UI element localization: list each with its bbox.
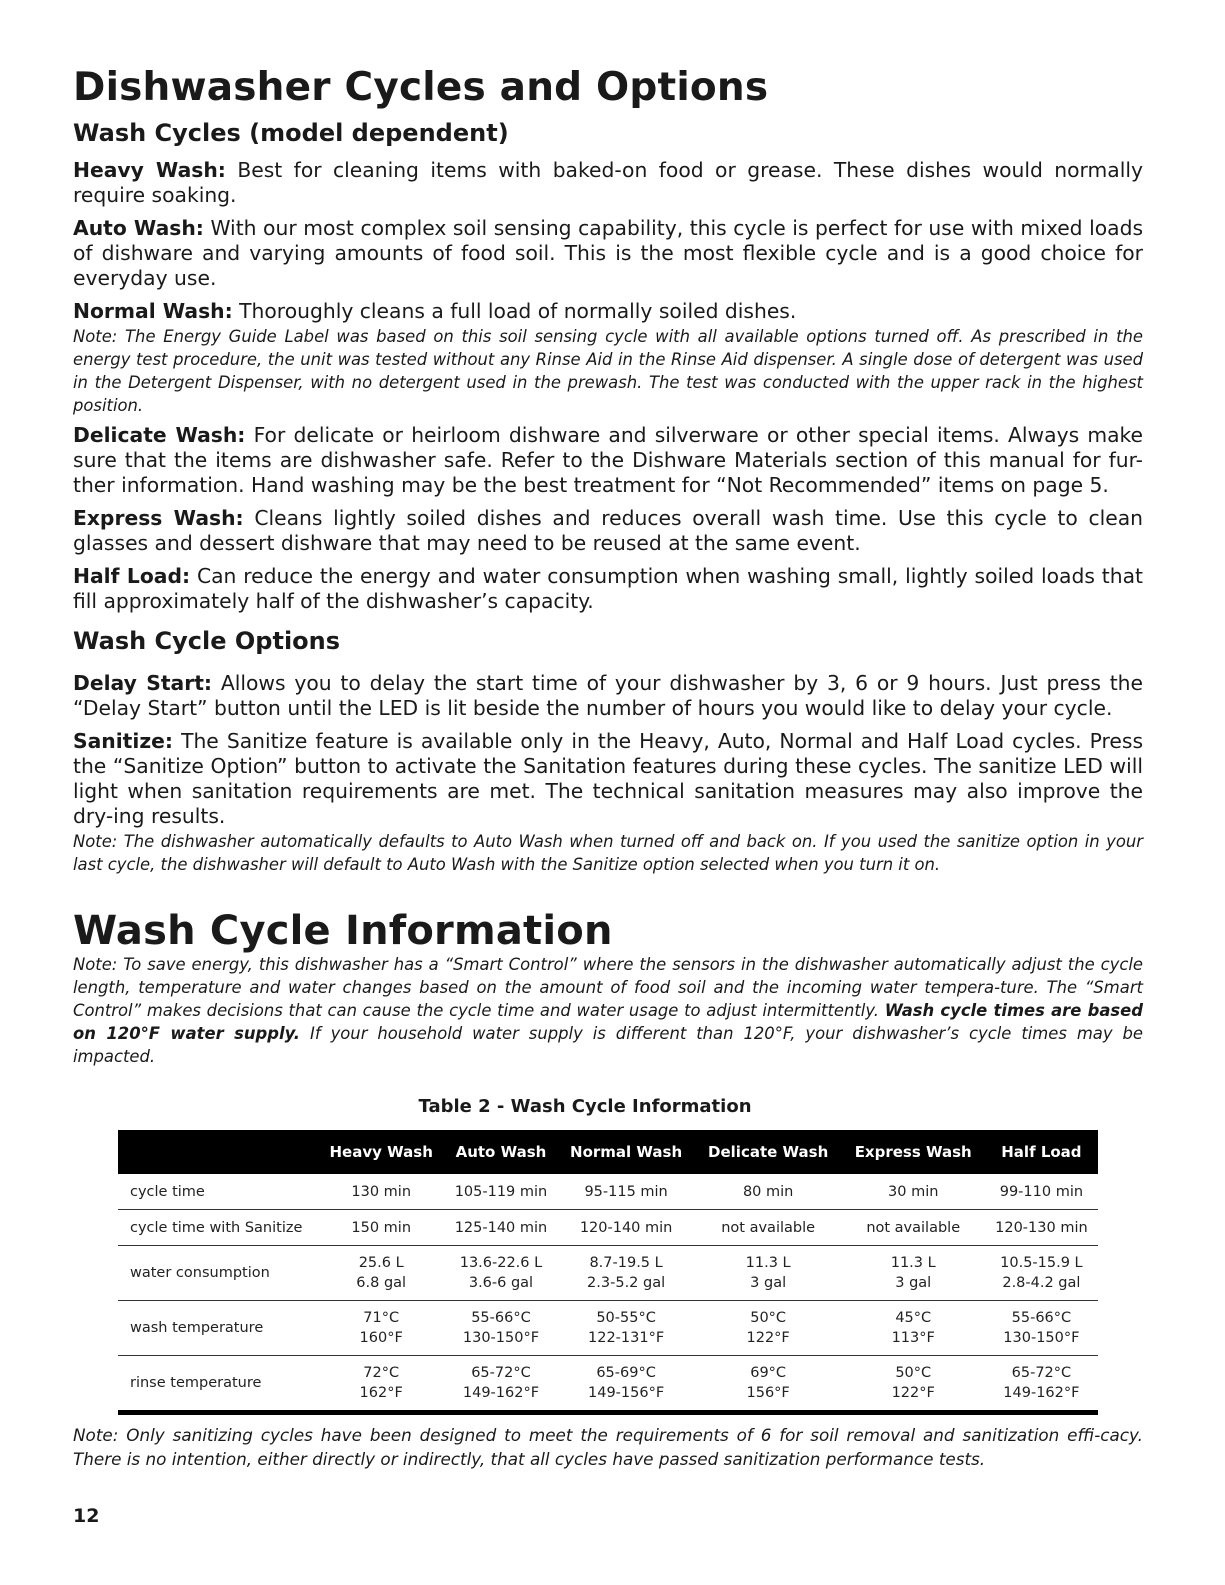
sanitize-paragraph — [73, 729, 1143, 829]
cell-value: 50°C — [895, 1365, 932, 1381]
normal-wash-text: Thoroughly cleans a full load of normally soiled dishes. — [239, 299, 797, 323]
cell-value: 55-66°C — [471, 1310, 531, 1326]
table-cell — [444, 1174, 557, 1210]
table-cell — [444, 1356, 557, 1413]
table-cell — [985, 1356, 1098, 1413]
cell-value: 95-115 min — [584, 1183, 668, 1200]
cell-value: not available — [866, 1219, 961, 1236]
cell-value: 25.6 L — [358, 1255, 404, 1271]
table-row — [118, 1356, 1098, 1413]
cell-value: 6.8 gal — [356, 1275, 407, 1291]
table-cell — [695, 1174, 842, 1210]
table-cell — [985, 1246, 1098, 1301]
cell-value: 3.6-6 gal — [468, 1275, 534, 1291]
table-header-normal-wash: Normal Wash — [558, 1130, 695, 1174]
cell-value: 149-156°F — [588, 1385, 665, 1401]
table-cell — [985, 1210, 1098, 1246]
cell-value: 65-72°C — [1011, 1365, 1072, 1381]
table-cell — [695, 1210, 842, 1246]
cell-value: 72°C — [363, 1365, 400, 1381]
cell-value: 122°F — [891, 1385, 935, 1401]
delicate-wash-text: For delicate or heirloom dishware and silverware or other special items. Always make sure that the items are dishwasher safe. Refer to the Dishware Materials section of this manual for fur-ther information. Hand washing may be the best treatment for “Not Recommended” items on page 5. — [73, 423, 1143, 497]
cell-value: 69°C — [750, 1365, 787, 1381]
cell-value: 45°C — [895, 1310, 932, 1326]
cell-value: 125-140 min — [454, 1219, 548, 1236]
wash-cycle-table — [118, 1130, 1098, 1415]
cell-value: 30 min — [888, 1183, 939, 1200]
table-row — [118, 1174, 1098, 1210]
cell-value: 120-140 min — [579, 1219, 673, 1236]
delay-start-paragraph — [73, 671, 1143, 721]
wash-cycle-information-title: Wash Cycle Information — [73, 908, 613, 954]
page-title: Dishwasher Cycles and Options — [73, 65, 769, 110]
row-label: cycle time — [118, 1174, 318, 1210]
auto-wash-text: With our most complex soil sensing capability, this cycle is perfect for use with mixed loads of dishware and varying amounts of food soil. This is the most flexible cycle and is a good choice for everyday use. — [73, 216, 1144, 290]
table-cell — [695, 1356, 842, 1413]
water-supply-emphasis: Wash cycle times are based on 120°F water supply. — [73, 1001, 1143, 1043]
half-load-text: Can reduce the energy and water consumption when washing small, lightly soiled loads that fill approximately half of the dishwasher’s capacity. — [73, 564, 1143, 613]
normal-wash-paragraph — [73, 299, 1143, 324]
energy-guide-note-text: Note: The Energy Guide Label was based on this soil sensing cycle with all available options turned off. As prescribed in the energy test procedure, the unit was tested without any Rinse Aid in the Rinse Aid dispenser. A single dose of detergent was used in the Detergent Dispenser, with no detergent used in the prewash. The test was conducted with the upper rack in the highest position. — [73, 327, 1143, 415]
cell-value: 8.7-19.5 L — [589, 1255, 663, 1271]
table-cell — [444, 1246, 557, 1301]
cell-value: 10.5-15.9 L — [1000, 1255, 1083, 1271]
heavy-wash-text: Best for cleaning items with baked-on food or grease. These dishes would normally require soaking. — [73, 158, 1143, 207]
table-cell — [318, 1210, 444, 1246]
table-row — [118, 1210, 1098, 1246]
cell-value: 122°F — [746, 1330, 790, 1346]
table-cell — [985, 1301, 1098, 1356]
table-cell — [985, 1174, 1098, 1210]
page-number: 12 — [73, 1505, 100, 1527]
smart-control-note-end: If your household water supply is different than 120°F, your dishwasher’s cycle times may be impacted. — [73, 1024, 1143, 1066]
row-label: cycle time with Sanitize — [118, 1210, 318, 1246]
table-cell — [558, 1174, 695, 1210]
heavy-wash-term: Heavy Wash: — [73, 158, 226, 182]
cell-value: 2.3-5.2 gal — [587, 1275, 666, 1291]
table-cell — [842, 1301, 985, 1356]
cell-value: 3 gal — [750, 1275, 787, 1291]
smart-control-note — [73, 953, 1143, 1068]
wash-cycle-options-heading: Wash Cycle Options — [73, 627, 341, 655]
express-wash-paragraph — [73, 506, 1143, 556]
smart-control-note-start: Note: To save energy, this dishwasher has a “Smart Control” where the sensors in the dishwasher automatically adjust the cycle length, temperature and water changes based on the amount of food soil and the incoming water tempera-ture. The “Smart Control” makes decisions that can cause the cycle time and water usage to adjust intermittently. — [73, 955, 1143, 1020]
table-header-half-load: Half Load — [985, 1130, 1098, 1174]
table-cell — [444, 1210, 557, 1246]
table-cell — [842, 1246, 985, 1301]
normal-wash-term: Normal Wash: — [73, 299, 233, 323]
table-header-blank — [118, 1130, 318, 1174]
sanitize-term: Sanitize: — [73, 729, 174, 753]
table-header-express-wash: Express Wash — [842, 1130, 985, 1174]
table-cell — [842, 1174, 985, 1210]
cell-value: 113°F — [891, 1330, 935, 1346]
table-cell — [558, 1246, 695, 1301]
cell-value: 120-130 min — [995, 1219, 1088, 1236]
table-cell — [695, 1301, 842, 1356]
cell-value: 3 gal — [895, 1275, 932, 1291]
cell-value: 162°F — [359, 1385, 403, 1401]
sanitization-footnote-text: Note: Only sanitizing cycles have been designed to meet the requirements of 6 for soil removal and sanitization effi-cacy. There is no intention, either directly or indirectly, that all cycles have passed sanitization performance tests. — [73, 1425, 1143, 1469]
table-cell — [695, 1246, 842, 1301]
table-header-auto-wash: Auto Wash — [444, 1130, 557, 1174]
table-cell — [558, 1210, 695, 1246]
cell-value: 130-150°F — [462, 1330, 540, 1346]
delay-start-term: Delay Start: — [73, 671, 213, 695]
table-cell — [318, 1301, 444, 1356]
cell-value: 55-66°C — [1011, 1310, 1072, 1326]
table-header-delicate-wash: Delicate Wash — [695, 1130, 842, 1174]
wash-cycles-heading: Wash Cycles (model dependent) — [73, 119, 509, 147]
table-cell — [558, 1356, 695, 1413]
sanitize-text: The Sanitize feature is available only in the Heavy, Auto, Normal and Half Load cycles. Press the “Sanitize Option” button to activate the Sanitation features during these cycles. The sanitize LED will light when sanitation requirements are met. The technical sanitation measures may also improve the dry-ing results. — [73, 729, 1144, 828]
row-label: wash temperature — [118, 1301, 318, 1356]
table-cell — [318, 1174, 444, 1210]
express-wash-text: Cleans lightly soiled dishes and reduces overall wash time. Use this cycle to clean glasses and dessert dishware that may need to be reused at the same event. — [73, 506, 1143, 555]
table-cell — [558, 1301, 695, 1356]
cell-value: 50°C — [750, 1310, 787, 1326]
sanitization-footnote — [73, 1423, 1143, 1471]
table-header-heavy-wash: Heavy Wash — [318, 1130, 444, 1174]
cell-value: 122-131°F — [588, 1330, 665, 1346]
cell-value: 11.3 L — [745, 1255, 791, 1271]
heavy-wash-paragraph — [73, 158, 1143, 208]
cell-value: 2.8-4.2 gal — [1002, 1275, 1081, 1291]
cell-value: 156°F — [746, 1385, 790, 1401]
cell-value: 149-162°F — [1003, 1385, 1080, 1401]
cell-value: 50-55°C — [596, 1310, 656, 1326]
half-load-term: Half Load: — [73, 564, 191, 588]
delicate-wash-term: Delicate Wash: — [73, 423, 246, 447]
cell-value: 150 min — [351, 1219, 412, 1236]
row-label: water consumption — [118, 1246, 318, 1301]
cell-value: 130-150°F — [1003, 1330, 1080, 1346]
cell-value: 71°C — [363, 1310, 400, 1326]
table-caption: Table 2 - Wash Cycle Information — [418, 1096, 752, 1117]
cell-value: not available — [721, 1219, 816, 1236]
table-row — [118, 1246, 1098, 1301]
delay-start-text: Allows you to delay the start time of your dishwasher by 3, 6 or 9 hours. Just press the “Delay Start” button until the LED is lit beside the number of hours you would like to delay your cycle. — [73, 671, 1144, 720]
table-cell — [318, 1356, 444, 1413]
express-wash-term: Express Wash: — [73, 506, 244, 530]
cell-value: 149-162°F — [462, 1385, 540, 1401]
auto-wash-term: Auto Wash: — [73, 216, 204, 240]
cell-value: 105-119 min — [454, 1183, 548, 1200]
table-cell — [842, 1356, 985, 1413]
table-cell — [444, 1301, 557, 1356]
table-cell — [318, 1246, 444, 1301]
cell-value: 65-72°C — [471, 1365, 531, 1381]
half-load-paragraph — [73, 564, 1143, 614]
cell-value: 99-110 min — [999, 1183, 1084, 1200]
row-label: rinse temperature — [118, 1356, 318, 1413]
table-row — [118, 1301, 1098, 1356]
cell-value: 160°F — [359, 1330, 403, 1346]
table-header-row — [118, 1130, 1098, 1174]
cell-value: 65-69°C — [596, 1365, 656, 1381]
energy-guide-note — [73, 325, 1143, 417]
cell-value: 80 min — [742, 1183, 794, 1200]
auto-wash-paragraph — [73, 216, 1143, 291]
table-cell — [842, 1210, 985, 1246]
cell-value: 13.6-22.6 L — [459, 1255, 543, 1271]
auto-default-note — [73, 830, 1143, 876]
delicate-wash-paragraph — [73, 423, 1143, 498]
auto-default-note-text: Note: The dishwasher automatically defaults to Auto Wash when turned off and back on. If you used the sanitize option in your last cycle, the dishwasher will default to Auto Wash with the Sanitize option selected when you turn it on. — [73, 832, 1143, 874]
cell-value: 11.3 L — [890, 1255, 936, 1271]
cell-value: 130 min — [351, 1183, 412, 1200]
